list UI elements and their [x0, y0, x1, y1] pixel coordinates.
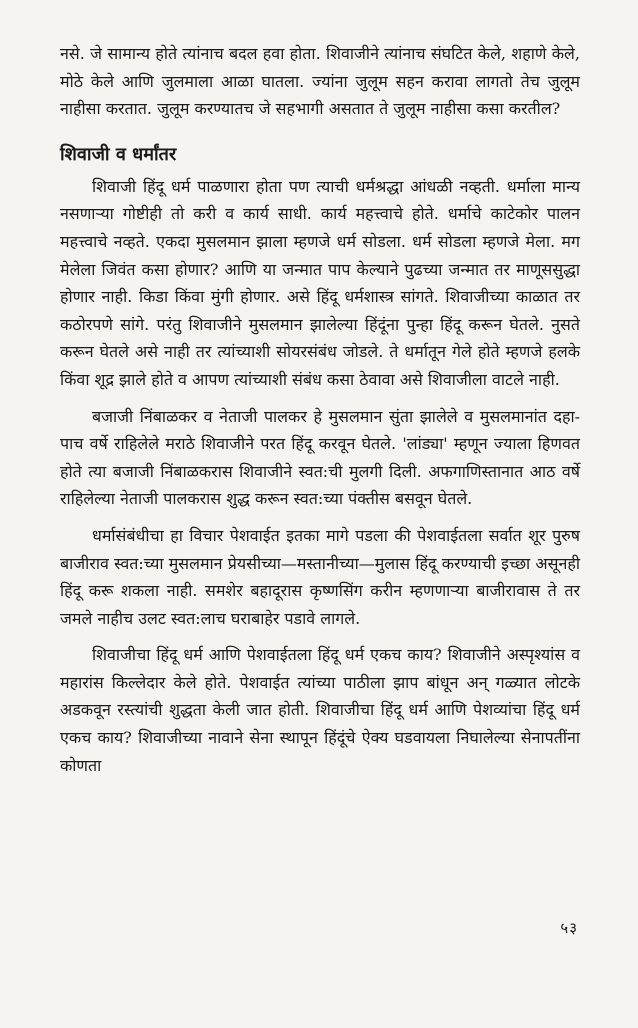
intro-paragraph: नसे. जे सामान्य होते त्यांनाच बदल हवा होता. शिवाजीने त्यांनाच संघटित केले, शहाणे केले, मोठे केले आणि जुलमाला आळा घातला. ज्यांना जुलूम सहन करावा लागतो तेच जुलूम नाहीसा करतात. जुलूम करण्यातच जे सहभागी असतात ते जुलूम नाहीसा कसा करतील?: [60, 44, 580, 119]
body-paragraph-1: शिवाजी हिंदू धर्म पाळणारा होता पण त्याची धर्मश्रद्धा आंधळी नव्हती. धर्माला मान्य नसणाऱ्या गोष्टीही तो करी व कार्य साधी. कार्य महत्त्वाचे होते. धर्माचे काटेकोर पालन महत्त्वाचे नव्हते. एकदा मुसलमान झाला म्हणजे धर्म सोडला. धर्म सोडला म्हणजे मेला. मग मेलेला जिवंत कसा होणार? आणि या जन्मात पाप केल्याने पुढच्या जन्मात तर माणूससुद्धा होणार नाही. किडा किंवा मुंगी होणार. असे हिंदू धर्मशास्त्र सांगते. शिवाजीच्या काळात तर कठोरपणे सांगे. परंतु शिवाजीने मुसलमान झालेल्या हिंदूंना पुन्हा हिंदू करून घेतले. नुसते करून घेतले असे नाही तर त्यांच्याशी सोयरसंबंध जोडले. ते धर्मातून गेले होते म्हणजे हलके किंवा शूद्र झाले होते व आपण त्यांच्याशी संबंध कसा ठेवावा असे शिवाजीला वाटले नाही.: [60, 176, 580, 389]
body-paragraph-4: शिवाजीचा हिंदू धर्म आणि पेशवाईतला हिंदू धर्म एकच काय? शिवाजीने अस्पृश्यांस व महारांस किल्लेदार केले होते. पेशवाईत त्यांच्या पाठीला झाप बांधून अन् गळ्यात लोटके अडकवून रस्त्यांची शुद्धता केली जात होती. शिवाजीचा हिंदू धर्म आणि पेशव्यांचा हिंदू धर्म एकच काय? शिवाजीच्या नावाने सेना स्थापून हिंदूंचे ऐक्य घडवायला निघालेल्या सेनापतींना कोणता: [60, 645, 580, 775]
body-paragraph-3: धर्मासंबंधीचा हा विचार पेशवाईत इतका मागे पडला की पेशवाईतला सर्वात शूर पुरुष बाजीराव स्वत:च्या मुसलमान प्रेयसीच्या—मस्तानीच्या—मुलास हिंदू करण्याची इच्छा असूनही हिंदू करू शकला नाही. समशेर बहादूरास कृष्णसिंग करीन म्हणणाऱ्या बाजीरावास ते तर जमले नाहीच उलट स्वत:लाच घराबाहेर पडावे लागले.: [60, 525, 580, 628]
section-heading: शिवाजी व धर्मांतर: [60, 143, 177, 165]
page-number: ५३: [560, 919, 578, 937]
body-paragraph-2: बजाजी निंबाळकर व नेताजी पालकर हे मुसलमान सुंता झालेले व मुसलमानांत दहा-पाच वर्षे राहिलेले मराठे शिवाजीने परत हिंदू करवून घेतले. 'लांड्या' म्हणून ज्याला हिणवत होते त्या बजाजी निंबाळकरास शिवाजीने स्वत:ची मुलगी दिली. अफगाणिस्तानात आठ वर्षे राहिलेल्या नेताजी पालकरास शुद्ध करून स्वत:च्या पंक्तीस बसवून घेतले.: [60, 406, 580, 509]
